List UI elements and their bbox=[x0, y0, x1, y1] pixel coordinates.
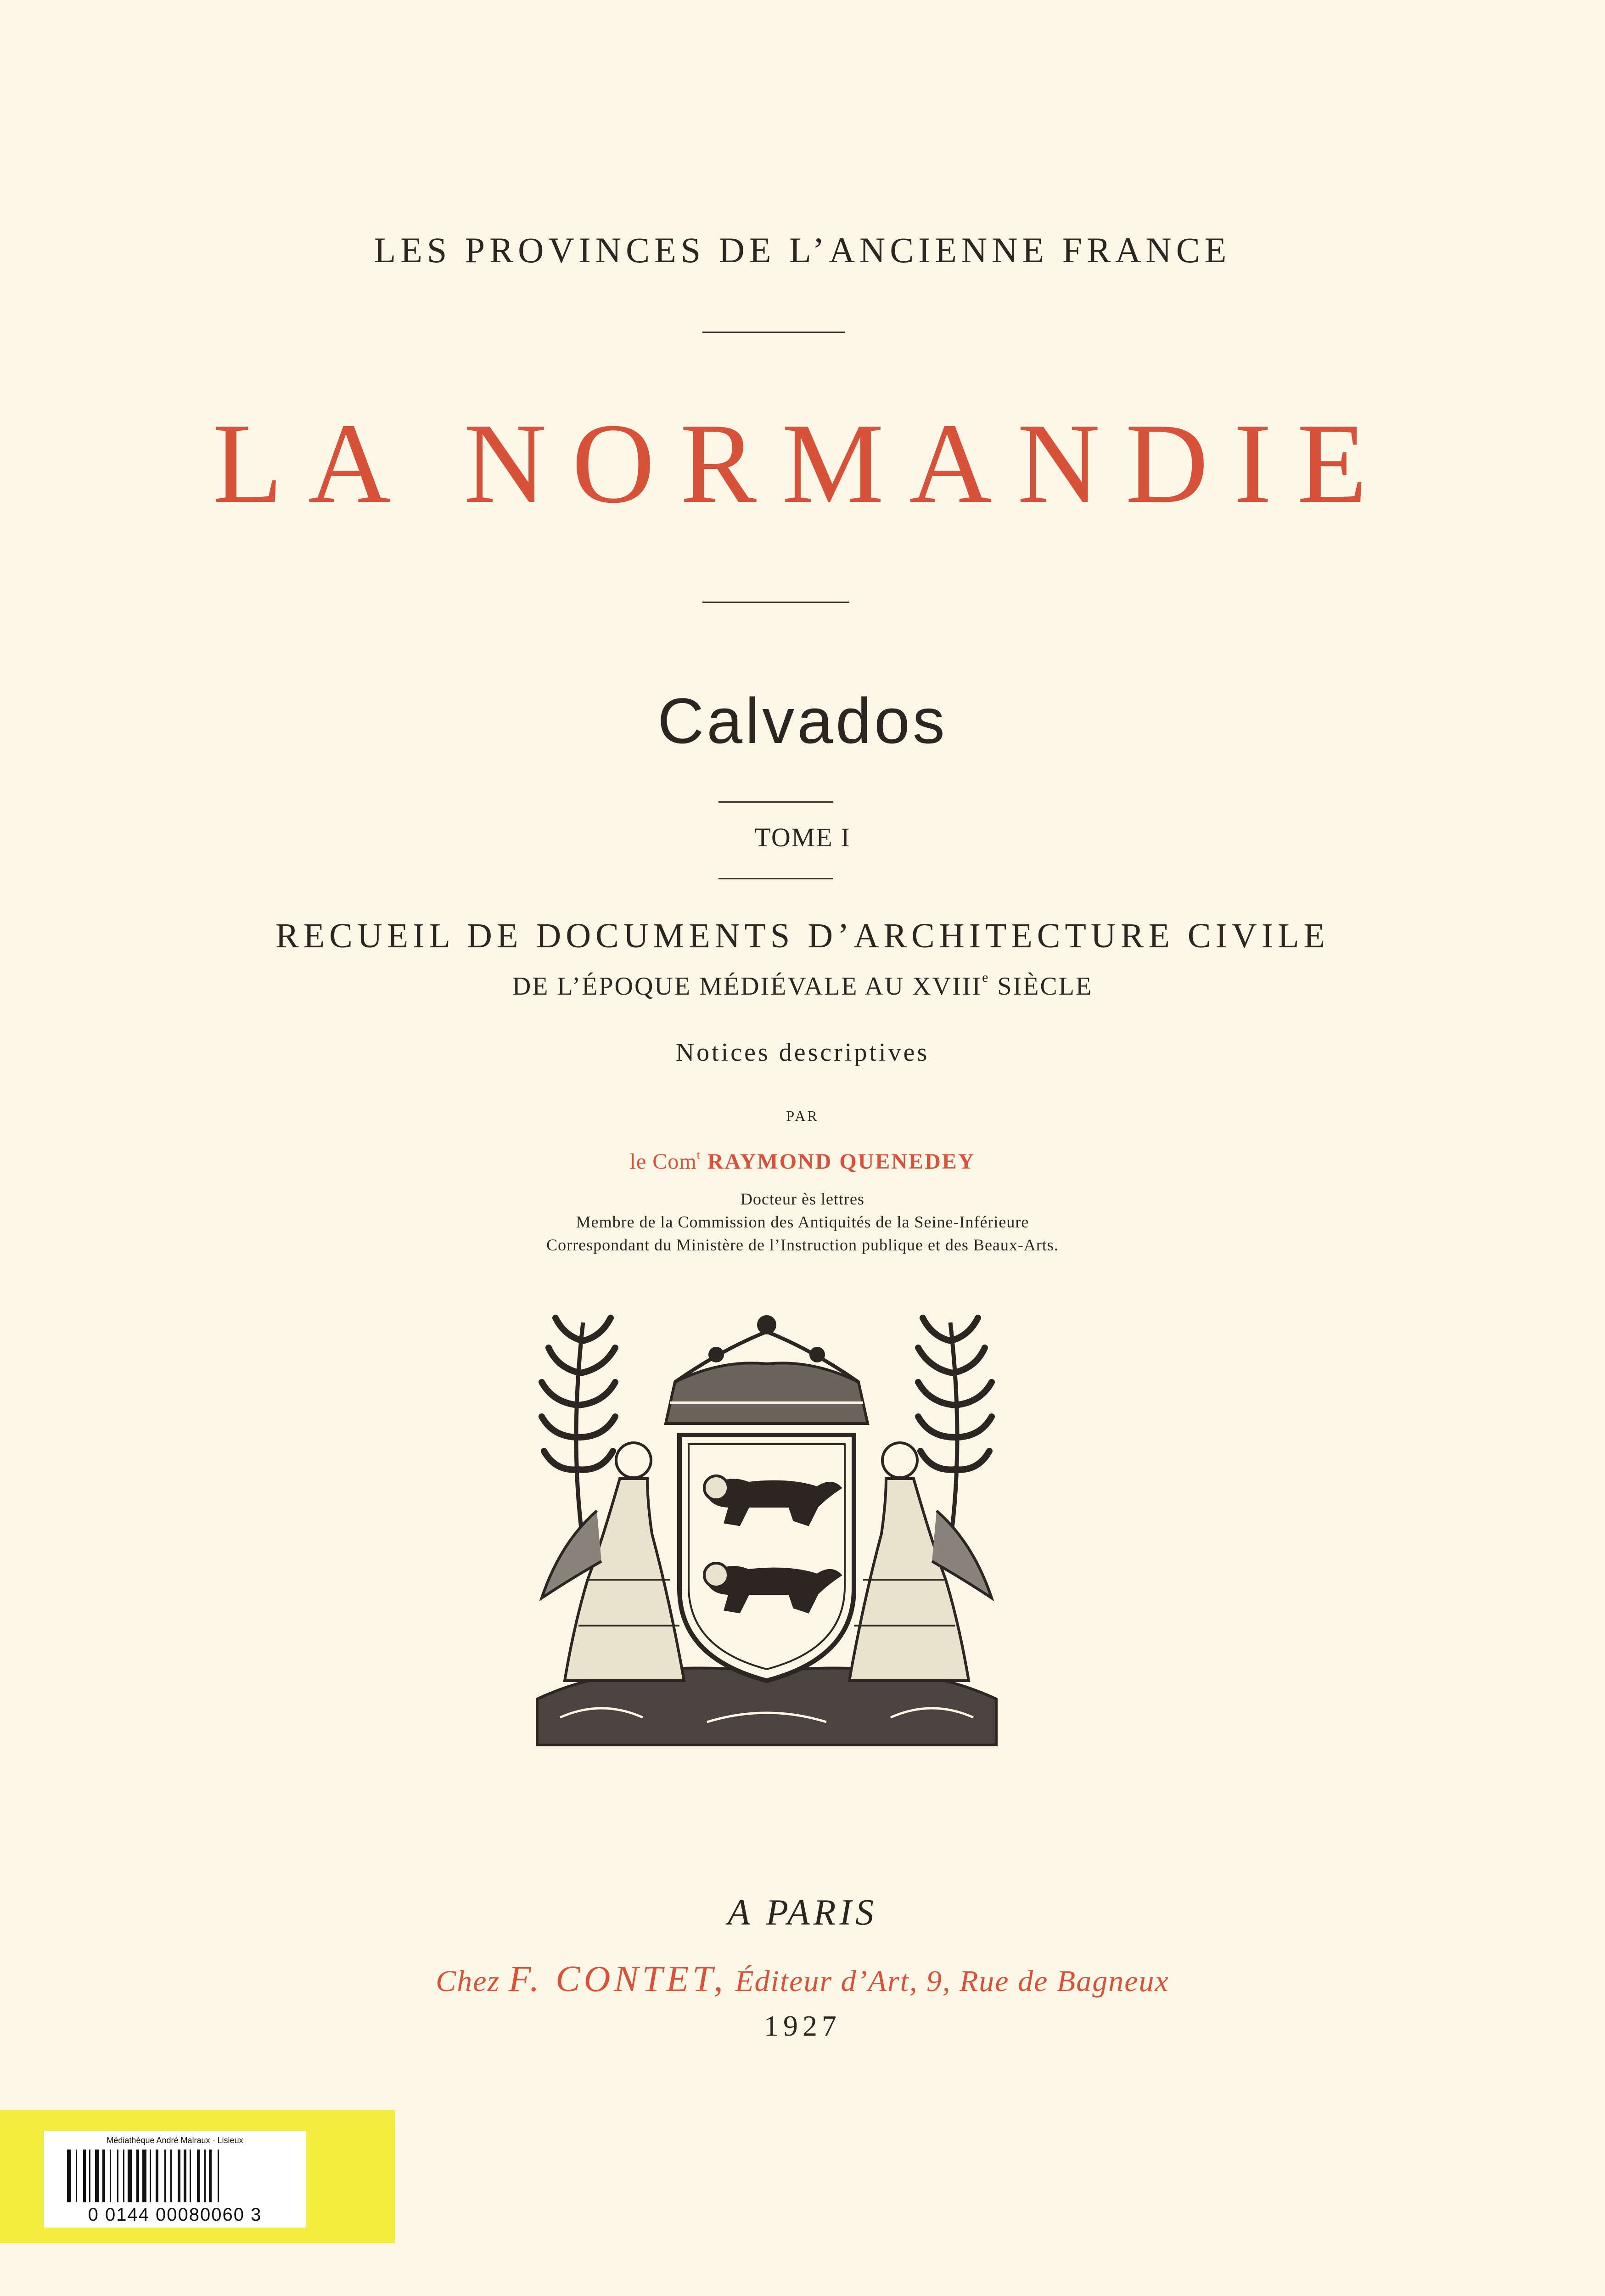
subtitle: Calvados bbox=[657, 685, 948, 757]
publisher-address: Éditeur d’Art, 9, Rue de Bagneux bbox=[726, 1964, 1169, 1998]
barcode-bar bbox=[67, 2150, 71, 2202]
divider-rule bbox=[702, 602, 849, 603]
author-name: RAYMOND QUENEDEY bbox=[707, 1149, 976, 1174]
series-title: LES PROVINCES DE L’ANCIENNE FRANCE bbox=[374, 230, 1231, 270]
barcode-bar bbox=[178, 2150, 180, 2202]
author-credential: Membre de la Commission des Antiquités de la Seine-Inférieure bbox=[576, 1213, 1029, 1231]
barcode-bar bbox=[83, 2150, 86, 2202]
coat-of-arms-emblem bbox=[533, 1304, 1001, 1750]
author-prefix-superscript: t bbox=[696, 1148, 701, 1161]
library-name: Médiathèque André Malraux - Lisieux bbox=[107, 2136, 243, 2145]
period-line bbox=[0, 970, 1605, 1001]
barcode-bar bbox=[102, 2150, 105, 2202]
period-suffix: SIÈCLE bbox=[989, 972, 1093, 1001]
main-title: LA NORMANDIE bbox=[213, 400, 1392, 527]
barcode-bar bbox=[89, 2150, 90, 2202]
barcode-bar bbox=[164, 2150, 166, 2202]
barcode-bar bbox=[123, 2150, 124, 2202]
notices-line: Notices descriptives bbox=[675, 1038, 930, 1067]
barcode-bar bbox=[204, 2150, 206, 2202]
divider-rule bbox=[702, 332, 845, 333]
author-credential: Docteur ès lettres bbox=[741, 1190, 864, 1208]
barcode-bar bbox=[197, 2150, 200, 2202]
imprint-publisher bbox=[0, 1958, 1605, 2000]
barcode-sticker bbox=[44, 2131, 306, 2228]
barcode-bar bbox=[76, 2150, 77, 2202]
publisher-name: F. CONTET, bbox=[508, 1959, 727, 1999]
collection-title: RECUEIL DE DOCUMENTS D’ARCHITECTURE CIVILE bbox=[275, 917, 1330, 955]
imprint-year: 1927 bbox=[764, 2009, 841, 2042]
by-line: PAR bbox=[786, 1108, 819, 1124]
barcode-bar bbox=[117, 2150, 118, 2202]
period-prefix: DE L’ÉPOQUE MÉDIÉVALE AU XVIII bbox=[512, 972, 982, 1001]
volume-label: TOME I bbox=[754, 822, 851, 852]
barcode-number: 0 0144 00080060 3 bbox=[88, 2205, 262, 2225]
barcode-bar bbox=[95, 2150, 99, 2202]
barcode-bar bbox=[218, 2150, 219, 2202]
barcode-bar bbox=[209, 2150, 212, 2202]
barcode-bar bbox=[128, 2150, 132, 2202]
barcode-icon bbox=[67, 2150, 283, 2202]
barcode-bar bbox=[170, 2150, 172, 2202]
barcode-bar bbox=[190, 2150, 191, 2202]
divider-rule bbox=[718, 801, 833, 803]
divider-rule bbox=[718, 878, 833, 879]
barcode-bar bbox=[150, 2150, 151, 2202]
barcode-bar bbox=[136, 2150, 139, 2202]
library-barcode-label bbox=[0, 2110, 395, 2243]
imprint-city: A PARIS bbox=[727, 1892, 878, 1933]
barcode-bar bbox=[156, 2150, 158, 2202]
barcode-bar bbox=[184, 2150, 186, 2202]
barcode-bar bbox=[110, 2150, 111, 2202]
author-line bbox=[0, 1148, 1605, 1174]
author-credential: Correspondant du Ministère de l’Instruction publique et des Beaux-Arts. bbox=[546, 1236, 1059, 1254]
barcode-bar bbox=[142, 2150, 146, 2202]
author-prefix: le Com bbox=[629, 1149, 697, 1174]
publisher-prefix: Chez bbox=[436, 1964, 509, 1998]
period-superscript: e bbox=[982, 970, 990, 985]
